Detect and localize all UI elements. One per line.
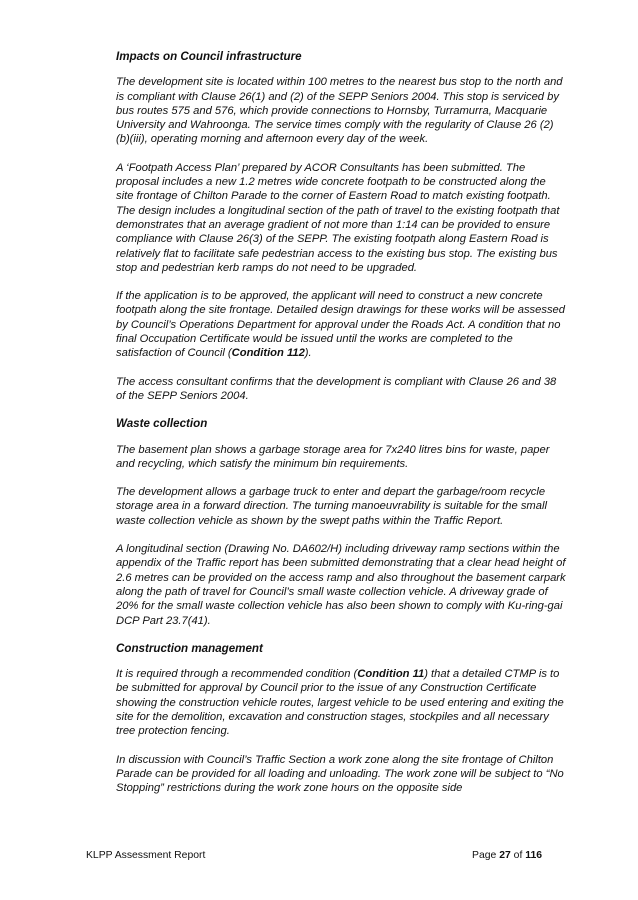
paragraph-work-zone: In discussion with Council’s Traffic Section a work zone along the site frontage of Chilton Parade can be provided for all loading and unloading. The work zone will be subject to “No Stopping” restrictions during the work zone hours on the opposite side [116,753,564,795]
page-content [116,50,566,795]
page-of: of [513,850,523,861]
paragraph-text: ) that a detailed CTMP is to be submitted for approval by Council prior to the issue of any Construction Certificate showing the construction vehicle routes, largest vehicle to be used entering and exiting the site for the demolition, excavation and construction stages, stockpiles and all necessary tree protection fencing. [116,668,564,738]
report-name: KLPP Assessment Report [86,850,206,861]
paragraph-text: It is required through a recommended condition ( [116,668,358,681]
condition-reference: Condition 112 [231,347,305,360]
page-number [472,850,542,861]
page-footer [86,850,542,866]
section-heading-construction-management: Construction management [116,641,263,655]
paragraph-footpath-condition [116,289,566,360]
page-total: 116 [525,850,542,861]
paragraph-access-consultant: The access consultant confirms that the development is compliant with Clause 26 and 38 of the SEPP Seniors 2004. [116,375,557,402]
paragraph-text: If the application is to be approved, the applicant will need to construct a new concrete footpath along the site frontage. Detailed design drawings for these works will be assessed by Council’s Operations Department for approval under the Roads Act. A condition that no final Occupation Certificate would be issued until the works are completed to the satisfaction of Council ( [116,290,566,360]
paragraph-bus-stop: The development site is located within 100 metres to the nearest bus stop to the north and is compliant with Clause 26(1) and (2) of the SEPP Seniors 2004. This stop is serviced by bus routes 575 and 576, which provide connections to Hornsby, Turramurra, Macquarie University and Wahroonga. The service times comply with the regularity of Clause 26 (2)(b)(iii), operating morning and afternoon every day of the week. [116,76,563,146]
paragraph-ctmp [116,667,566,738]
section-heading-waste-collection: Waste collection [116,417,208,431]
condition-reference: Condition 11 [357,668,425,681]
section-heading-council-infrastructure: Impacts on Council infrastructure [116,50,302,63]
paragraph-text: ). [304,347,312,360]
paragraph-garbage-storage: The basement plan shows a garbage storage area for 7x240 litres bins for waste, paper and recycling, which satisfy the minimum bin requirements. [116,443,550,470]
paragraph-longitudinal-section: A longitudinal section (Drawing No. DA602/H) including driveway ramp sections within the appendix of the Traffic report has been submitted demonstrating that a clear head height of 2.6 metres can be provided on the access ramp and also throughout the basement carpark along the path of travel for Council’s small waste collection vehicle. A driveway grade of 20% for the small waste collection vehicle has also been shown to comply with Ku-ring-gai DCP Part 23.7(41). [116,543,566,627]
page-current: 27 [499,850,511,861]
page-prefix: Page [472,850,497,861]
paragraph-garbage-truck: The development allows a garbage truck to enter and depart the garbage/room recycle storage area in a forward direction. The turning manoeuvrability is suitable for the small waste collection vehicle as shown by the swept paths within the Traffic Report. [116,486,547,527]
paragraph-footpath-access-plan: A ‘Footpath Access Plan’ prepared by ACOR Consultants has been submitted. The proposal includes a new 1.2 metres wide concrete footpath to be constructed along the site frontage of Chilton Parade to the corner of Eastern Road to match existing footpath. The design includes a longitudinal section of the path of travel to the existing footpath that demonstrates that an average gradient of not more than 1:14 can be provided to ensure compliance with Clause 26(3) of the SEPP. The existing footpath along Eastern Road is relatively flat to facilitate safe pedestrian access to the existing bus stop. The existing bus stop and pedestrian kerb ramps do not need to be upgraded. [116,161,560,274]
